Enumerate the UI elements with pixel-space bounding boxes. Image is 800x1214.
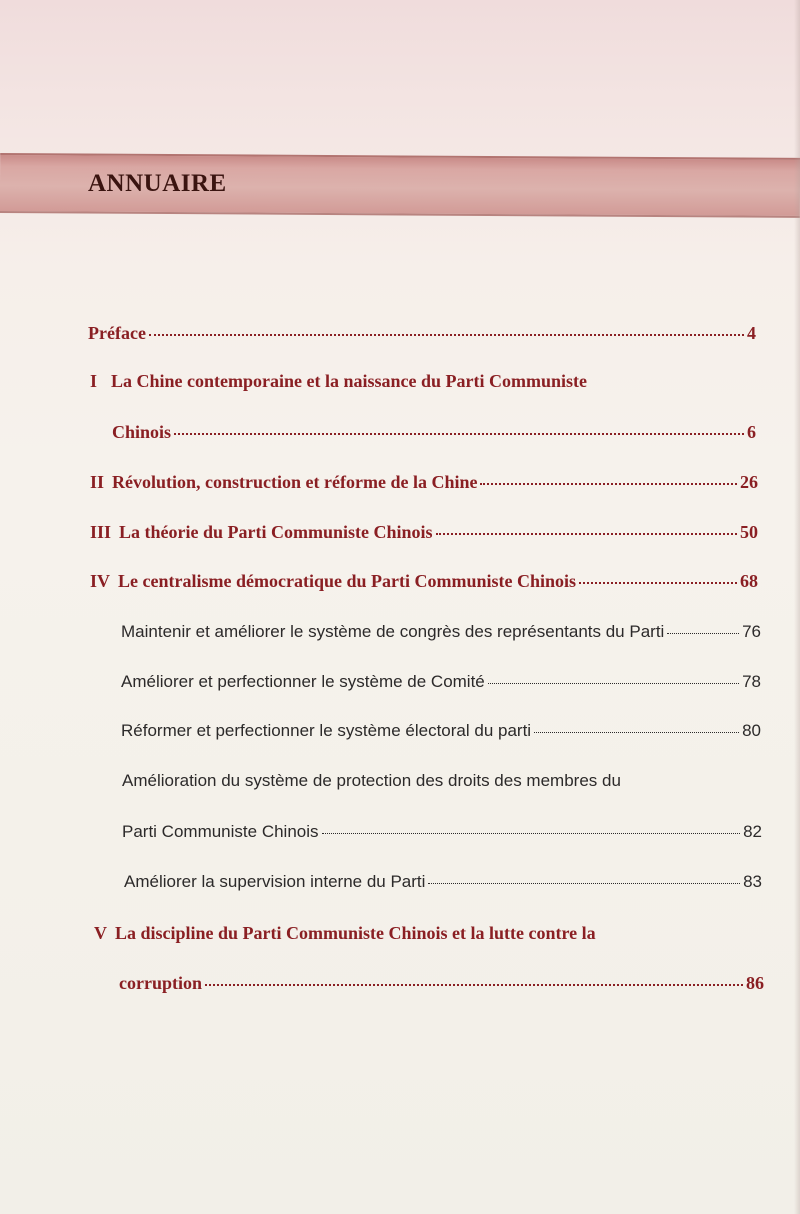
toc-entry-chapter-5-continued[interactable] xyxy=(119,973,764,994)
chapter-numeral: V xyxy=(94,923,107,943)
toc-entry-label: Chinois xyxy=(112,422,172,442)
chapter-numeral: IV xyxy=(90,571,111,591)
toc-entry-label: Le centralisme démocratique du Parti Communiste Chinois xyxy=(118,571,576,591)
toc-entry-label: Révolution, construction et réforme de la Chine xyxy=(112,472,478,492)
toc-page-number: 80 xyxy=(742,721,761,740)
toc-page-number: 26 xyxy=(740,472,758,492)
page-title: ANNUAIRE xyxy=(88,170,227,197)
toc-page-number: 83 xyxy=(743,872,762,891)
toc-entry-section-4-continued[interactable] xyxy=(122,822,762,842)
dot-leader xyxy=(579,582,737,584)
toc-entry-label: corruption xyxy=(119,973,202,993)
toc-entry-chapter-2[interactable] xyxy=(90,472,758,493)
toc-entry-label: La théorie du Parti Communiste Chinois xyxy=(119,522,433,542)
toc-entry-label: Réformer et perfectionner le système électoral du parti xyxy=(121,721,532,740)
chapter-numeral: III xyxy=(90,522,112,542)
toc-entry-label: Parti Communiste Chinois xyxy=(122,822,319,841)
dot-leader xyxy=(174,433,744,435)
toc-entry-section-2[interactable] xyxy=(121,672,761,692)
toc-entry-label: Améliorer et perfectionner le système de Comité xyxy=(121,672,485,691)
toc-entry-label: La Chine contemporaine et la naissance du Parti Communiste xyxy=(111,371,588,391)
dot-leader xyxy=(488,683,739,684)
dot-leader xyxy=(480,483,737,485)
toc-entry-chapter-3[interactable] xyxy=(90,522,758,543)
toc-entry-label: Amélioration du système de protection des droits des membres du xyxy=(122,771,621,790)
dot-leader xyxy=(149,334,744,336)
chapter-numeral: I xyxy=(90,371,98,391)
dot-leader xyxy=(322,833,741,834)
toc-page-number: 4 xyxy=(747,323,756,343)
toc-entry-chapter-1-continued[interactable] xyxy=(112,422,756,443)
page-edge-shadow xyxy=(794,0,800,1214)
chapter-numeral: II xyxy=(90,472,105,492)
dot-leader xyxy=(534,732,739,733)
toc-entry-chapter-5[interactable] xyxy=(94,923,714,944)
toc-entry-section-1[interactable] xyxy=(121,622,761,642)
toc-entry-label: Préface xyxy=(88,323,146,343)
toc-entry-section-5[interactable] xyxy=(124,872,762,892)
toc-page-number: 82 xyxy=(743,822,762,841)
toc-entry-preface[interactable] xyxy=(88,323,756,344)
toc-page-number: 78 xyxy=(742,672,761,691)
toc-entry-label: La discipline du Parti Communiste Chinois et la lutte contre la xyxy=(115,923,596,943)
dot-leader xyxy=(436,533,737,535)
dot-leader xyxy=(667,633,739,634)
toc-entry-chapter-4[interactable] xyxy=(90,571,758,592)
toc-entry-section-4[interactable] xyxy=(122,771,722,791)
toc-page-number: 68 xyxy=(740,571,758,591)
toc-page-number: 86 xyxy=(746,973,764,993)
toc-entry-section-3[interactable] xyxy=(121,721,761,741)
toc-page-number: 6 xyxy=(747,422,756,442)
dot-leader xyxy=(205,984,743,986)
toc-entry-label: Maintenir et améliorer le système de congrès des représentants du Parti xyxy=(121,622,665,641)
toc-page-number: 50 xyxy=(740,522,758,542)
toc-page-number: 76 xyxy=(742,622,761,641)
dot-leader xyxy=(428,883,740,884)
toc-entry-label: Améliorer la supervision interne du Parti xyxy=(124,872,426,891)
toc-entry-chapter-1[interactable] xyxy=(90,371,710,392)
